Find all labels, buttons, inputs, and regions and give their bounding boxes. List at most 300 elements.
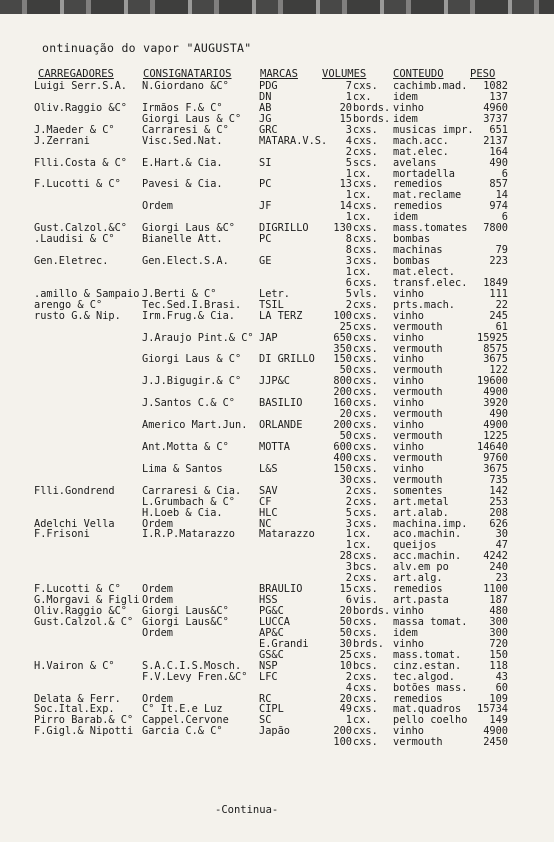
conteudo-cell: vermouth [393,386,443,399]
conteudo-cell: vinho [393,462,424,475]
peso-cell: 3675 [483,462,508,475]
conteudo-cell: art.pasta [393,594,449,607]
volume-unit-cell: cxs. [353,145,378,158]
peso-cell: 2137 [483,134,508,147]
marca-cell: L&S [259,462,278,475]
peso-cell: 1082 [483,80,508,92]
volume-unit-cell: cxs. [353,681,378,694]
peso-cell: 15734 [477,703,508,716]
marca-cell: BRAULIO [259,583,303,596]
conteudo-cell: vermouth [393,736,443,749]
manifest-rows [0,81,554,748]
conteudo-cell: vinho [393,353,424,366]
conteudo-cell: aco.machin. [393,528,462,541]
consignatario-cell: Ordem [142,692,173,705]
peso-cell: 14640 [477,440,508,453]
volume-unit-cell: bords. [353,112,391,125]
conteudo-cell: machina.imp. [393,517,468,530]
conteudo-cell: alv.em po [393,561,449,574]
peso-cell: 4960 [483,101,508,114]
consignatario-cell: Giorgi Laus&C° [142,605,229,617]
volume-unit-cell: cxs. [353,353,378,366]
peso-cell: 2450 [483,736,508,749]
manifest-row [0,147,554,158]
consignatario-cell: Tec.Sed.I.Brasi. [142,298,242,311]
conteudo-cell: mat.quadros [393,703,462,716]
conteudo-cell: vinho [393,605,424,617]
peso-cell: 735 [489,473,508,486]
peso-cell: 111 [489,287,508,300]
volume-unit-cell: cxs. [353,484,378,497]
volume-count-cell: 15 [339,583,352,596]
conteudo-cell: avelans [393,156,437,169]
volume-unit-cell: cxs. [353,440,378,453]
conteudo-cell: vinho [393,637,424,650]
peso-cell: 43 [495,670,508,683]
peso-cell: 118 [489,659,508,672]
conteudo-cell: acc.machin. [393,550,462,563]
marca-cell: NSP [259,659,278,672]
carregador-cell: F.Gigl.& Nipotti [34,725,134,738]
manifest-row [0,256,554,267]
peso-cell: 245 [489,309,508,322]
marca-cell: BASILIO [259,397,303,410]
manifest-row [0,311,554,322]
peso-cell: 208 [489,506,508,519]
conteudo-cell: vermouth [393,320,443,333]
peso-cell: 3737 [483,112,508,125]
carregador-cell: Oliv.Raggio &C° [34,101,127,114]
carregador-cell: Adelchi Vella [34,517,115,530]
peso-cell: 30 [495,528,508,541]
peso-cell: 8575 [483,342,508,355]
volume-count-cell: 10 [339,659,352,672]
volume-count-cell: 15 [339,112,352,125]
volume-unit-cell: cxs. [353,309,378,322]
marca-cell: JG [259,112,272,125]
manifest-row [0,201,554,212]
document-title: ontinuação do vapor "AUGUSTA" [42,41,252,55]
consignatario-cell: J.J.Bigugir.& C° [142,375,242,388]
marca-cell: Letr. [259,287,290,300]
manifest-row [0,103,554,114]
volume-count-cell: 2 [345,572,352,585]
peso-cell: 137 [489,90,508,103]
volume-unit-cell: bcs. [353,659,378,672]
volume-unit-cell: cxs. [353,397,378,410]
volume-unit-cell: cxs. [353,648,378,661]
peso-cell: 240 [489,561,508,574]
peso-cell: 187 [489,594,508,607]
carregador-cell: G.Morgavi & Figli [34,594,140,607]
volume-count-cell: 150 [333,462,352,475]
volume-unit-cell: cxs. [353,430,378,442]
manifest-row [0,726,554,737]
conteudo-cell: mach.acc. [393,134,449,147]
volume-count-cell: 3 [345,517,352,530]
volume-unit-cell: cxs. [353,342,378,355]
conteudo-cell: remedios [393,200,443,213]
volume-count-cell: 4 [345,681,352,694]
consignatario-cell: L.Grumbach & C° [142,495,235,508]
volume-count-cell: 150 [333,353,352,366]
peso-cell: 300 [489,626,508,639]
volume-count-cell: 2 [345,495,352,508]
peso-cell: 974 [489,200,508,213]
marca-cell: LUCCA [259,615,290,628]
volume-count-cell: 600 [333,440,352,453]
conteudo-cell: vinho [393,725,424,738]
header-consignatarios: CONSIGNATARIOS [143,68,232,80]
volume-count-cell: 14 [339,200,352,213]
volume-count-cell: 4 [345,134,352,147]
volume-unit-cell: cx. [353,528,372,541]
carregador-cell: J.Zerrani [34,134,90,147]
marca-cell: ORLANDE [259,419,303,432]
marca-cell: CF [259,495,272,508]
marca-cell: PDG [259,80,278,92]
consignatario-cell: Garcia C.& C° [142,725,223,738]
conteudo-cell: mat.reclame [393,189,462,202]
consignatario-cell: Ordem [142,583,173,596]
header-conteudo: CONTEUDO [393,68,444,80]
volume-count-cell: 1 [345,714,352,727]
conteudo-cell: vinho [393,419,424,432]
header-marcas: MARCAS [260,68,298,80]
volume-count-cell: 2 [345,670,352,683]
volume-count-cell: 2 [345,298,352,311]
volume-count-cell: 8 [345,244,352,257]
marca-cell: JF [259,200,272,213]
consignatario-cell: J.Araujo Pint.& C° [142,331,254,344]
carregador-cell: .Laudisi & C° [34,233,115,246]
consignatario-cell: Bianelle Att. [142,233,223,246]
volume-count-cell: 1 [345,211,352,224]
volume-count-cell: 200 [333,386,352,399]
conteudo-cell: vinho [393,101,424,114]
conteudo-cell: vermouth [393,364,443,377]
carregador-cell: rusto G.& Nip. [34,309,121,322]
consignatario-cell: Gen.Elect.S.A. [142,255,229,267]
conteudo-cell: somentes [393,484,443,497]
marca-cell: AB [259,101,272,114]
peso-cell: 4242 [483,550,508,563]
volume-unit-cell: cx. [353,189,372,202]
consignatario-cell: Americo Mart.Jun. [142,419,248,432]
marca-cell: DN [259,90,272,103]
conteudo-cell: vinho [393,287,424,300]
peso-cell: 4900 [483,725,508,738]
volume-count-cell: 100 [333,736,352,749]
consignatario-cell: Pavesi & Cia. [142,178,223,191]
peso-cell: 164 [489,145,508,158]
marca-cell: Japão [259,725,290,738]
volume-unit-cell: bcs. [353,561,378,574]
marca-cell: LA TERZ [259,309,303,322]
conteudo-cell: bombas [393,233,431,246]
volume-unit-cell: cxs. [353,736,378,749]
consignatario-cell: I.R.P.Matarazzo [142,528,235,541]
volume-count-cell: 1 [345,528,352,541]
consignatario-cell: Visc.Sed.Nat. [142,134,223,147]
manifest-row [0,486,554,497]
marca-cell: DI GRILLO [259,353,315,366]
manifest-row [0,267,554,278]
manifest-row [0,333,554,344]
volume-count-cell: 1 [345,189,352,202]
peso-cell: 4900 [483,386,508,399]
marca-cell: AP&C [259,626,284,639]
carregador-cell: F.Lucotti & C° [34,583,121,596]
conteudo-cell: idem [393,112,418,125]
volume-count-cell: 6 [345,594,352,607]
volume-unit-cell: cxs. [353,134,378,147]
peso-cell: 23 [495,572,508,585]
conteudo-cell: idem [393,90,418,103]
volume-unit-cell: cxs. [353,222,378,235]
marca-cell: MOTTA [259,440,290,453]
conteudo-cell: art.metal [393,495,449,508]
volume-unit-cell: cxs. [353,255,378,267]
manifest-row [0,672,554,683]
volume-unit-cell: cxs. [353,244,378,257]
volume-count-cell: 3 [345,123,352,136]
volume-unit-cell: bords. [353,101,391,114]
consignatario-cell: E.Hart.& Cia. [142,156,223,169]
carregador-cell: Soc.Ital.Exp. [34,703,115,716]
conteudo-cell: art.alab. [393,506,449,519]
marca-cell: Matarazzo [259,528,315,541]
carregador-cell: Luigi Serr.S.A. [34,80,127,92]
marca-cell: DIGRILLO [259,222,309,235]
header-peso: PESO [470,68,496,80]
consignatario-cell: Irm.Frug.& Cia. [142,309,235,322]
volume-unit-cell: cx. [353,90,372,103]
peso-cell: 6 [501,167,508,180]
peso-cell: 1849 [483,276,508,289]
consignatario-cell: Giorgi Laus &C° [142,222,235,235]
manifest-row [0,354,554,365]
conteudo-cell: remedios [393,178,443,191]
volume-unit-cell: cxs. [353,386,378,399]
peso-cell: 720 [489,637,508,650]
marca-cell: JJP&C [259,375,290,388]
marca-cell: RC [259,692,272,705]
marca-cell: NC [259,517,272,530]
volume-unit-cell: cxs. [353,583,378,596]
consignatario-cell: F.V.Levy Fren.&C° [142,670,248,683]
peso-cell: 150 [489,648,508,661]
marca-cell: GRC [259,123,278,136]
volume-count-cell: 1 [345,539,352,552]
consignatario-cell: Irmãos F.& C° [142,101,223,114]
volume-count-cell: 400 [333,451,352,464]
consignatario-cell: Giorgi Laus&C° [142,615,229,628]
consignatario-cell: Cappel.Cervone [142,714,229,727]
volume-unit-cell: brds. [353,637,384,650]
volume-count-cell: 5 [345,156,352,169]
consignatario-cell: Carraresi & C° [142,123,229,136]
volume-count-cell: 8 [345,233,352,246]
peso-cell: 79 [495,244,508,257]
consignatario-cell: Ordem [142,517,173,530]
volume-count-cell: 50 [339,430,352,442]
volume-unit-cell: cxs. [353,178,378,191]
conteudo-cell: mat.elec. [393,145,449,158]
conteudo-cell: vinho [393,375,424,388]
volume-unit-cell: cxs. [353,80,378,92]
peso-cell: 14 [495,189,508,202]
volume-unit-cell: cxs. [353,364,378,377]
consignatario-cell: Ordem [142,200,173,213]
marca-cell: GE [259,255,272,267]
volume-unit-cell: cxs. [353,692,378,705]
header-carregadores: CARREGADORES [38,68,114,80]
peso-cell: 3675 [483,353,508,366]
volume-count-cell: 160 [333,397,352,410]
manifest-row [0,508,554,519]
volume-count-cell: 130 [333,222,352,235]
volume-unit-cell: cxs. [353,276,378,289]
conteudo-cell: remedios [393,583,443,596]
carregador-cell: Gust.Calzol.&C° [34,222,127,235]
volume-unit-cell: cx. [353,265,372,278]
volume-count-cell: 20 [339,605,352,617]
peso-cell: 47 [495,539,508,552]
consignatario-cell: J.Santos C.& C° [142,397,235,410]
volume-count-cell: 3 [345,561,352,574]
conteudo-cell: vinho [393,440,424,453]
carregador-cell: H.Vairon & C° [34,659,115,672]
carregador-cell: Oliv.Raggio &C° [34,605,127,617]
volume-unit-cell: cxs. [353,495,378,508]
conteudo-cell: mat.elect. [393,265,455,278]
volume-count-cell: 25 [339,320,352,333]
consignatario-cell: Giorgi Laus & C° [142,112,242,125]
conteudo-cell: mass.tomat. [393,648,462,661]
carregador-cell: Delata & Ferr. [34,692,121,705]
volume-count-cell: 3 [345,255,352,267]
volume-count-cell: 1 [345,265,352,278]
volume-unit-cell: cx. [353,539,372,552]
manifest-row [0,322,554,333]
volume-unit-cell: cx. [353,211,372,224]
volume-count-cell: 49 [339,703,352,716]
manifest-row [0,540,554,551]
marca-cell: HSS [259,594,278,607]
manifest-row [0,529,554,540]
peso-cell: 626 [489,517,508,530]
header-volumes: VOLUMES [322,68,367,80]
marca-cell: PC [259,233,272,246]
volume-unit-cell: cxs. [353,725,378,738]
manifest-row [0,376,554,387]
manifest-row [0,398,554,409]
consignatario-cell: Ordem [142,594,173,607]
marca-cell: MATARA.V.S. [259,134,328,147]
volume-unit-cell: cxs. [353,572,378,585]
volume-count-cell: 100 [333,309,352,322]
peso-cell: 490 [489,408,508,421]
consignatario-cell: Carraresi & Cia. [142,484,242,497]
peso-cell: 857 [489,178,508,191]
volume-count-cell: 50 [339,615,352,628]
conteudo-cell: queijos [393,539,437,552]
carregador-cell: Gust.Calzol.& C° [34,615,134,628]
peso-cell: 253 [489,495,508,508]
manifest-row [0,551,554,562]
conteudo-cell: cachimb.mad. [393,80,468,92]
manifest-row [0,190,554,201]
manifest-row [0,420,554,431]
volume-count-cell: 800 [333,375,352,388]
conteudo-cell: idem [393,211,418,224]
volume-count-cell: 20 [339,408,352,421]
carregador-cell: Flli.Gondrend [34,484,115,497]
volume-count-cell: 2 [345,484,352,497]
peso-cell: 1225 [483,430,508,442]
volume-unit-cell: vls. [353,287,378,300]
peso-cell: 480 [489,605,508,617]
conteudo-cell: vinho [393,309,424,322]
volume-unit-cell: cxs. [353,506,378,519]
volume-count-cell: 2 [345,145,352,158]
manifest-row [0,234,554,245]
marca-cell: CIPL [259,703,284,716]
conteudo-cell: vermouth [393,473,443,486]
marca-cell: HLC [259,506,278,519]
volume-unit-cell: cxs. [353,462,378,475]
volume-unit-cell: cx. [353,167,372,180]
conteudo-cell: vermouth [393,408,443,421]
volume-unit-cell: cx. [353,714,372,727]
marca-cell: PC [259,178,272,191]
volume-count-cell: 20 [339,692,352,705]
volume-unit-cell: cxs. [353,419,378,432]
volume-unit-cell: cxs. [353,408,378,421]
peso-cell: 19600 [477,375,508,388]
peso-cell: 651 [489,123,508,136]
conteudo-cell: transf.elec. [393,276,468,289]
peso-cell: 300 [489,615,508,628]
volume-count-cell: 25 [339,648,352,661]
manifest-row [0,562,554,573]
consignatario-cell: N.Giordano &C° [142,80,229,92]
peso-cell: 4900 [483,419,508,432]
conteudo-cell: prts.mach. [393,298,455,311]
conteudo-cell: idem [393,626,418,639]
volume-unit-cell: scs. [353,156,378,169]
volume-unit-cell: cxs. [353,331,378,344]
peso-cell: 9760 [483,451,508,464]
peso-cell: 7800 [483,222,508,235]
peso-cell: 109 [489,692,508,705]
consignatario-cell: Ordem [142,626,173,639]
conteudo-cell: cinz.estan. [393,659,462,672]
manifest-row [0,442,554,453]
consignatario-cell: C° It.E.e Luz [142,703,223,716]
manifest-row [0,737,554,748]
peso-cell: 1100 [483,583,508,596]
volume-unit-cell: cxs. [353,517,378,530]
carregador-cell: .amillo & Sampaio [34,287,140,300]
peso-cell: 142 [489,484,508,497]
scan-edge-band [0,0,554,14]
volume-unit-cell: bords. [353,605,391,617]
conteudo-cell: pello coelho [393,714,468,727]
peso-cell: 15925 [477,331,508,344]
carregador-cell: F.Frisoni [34,528,90,541]
